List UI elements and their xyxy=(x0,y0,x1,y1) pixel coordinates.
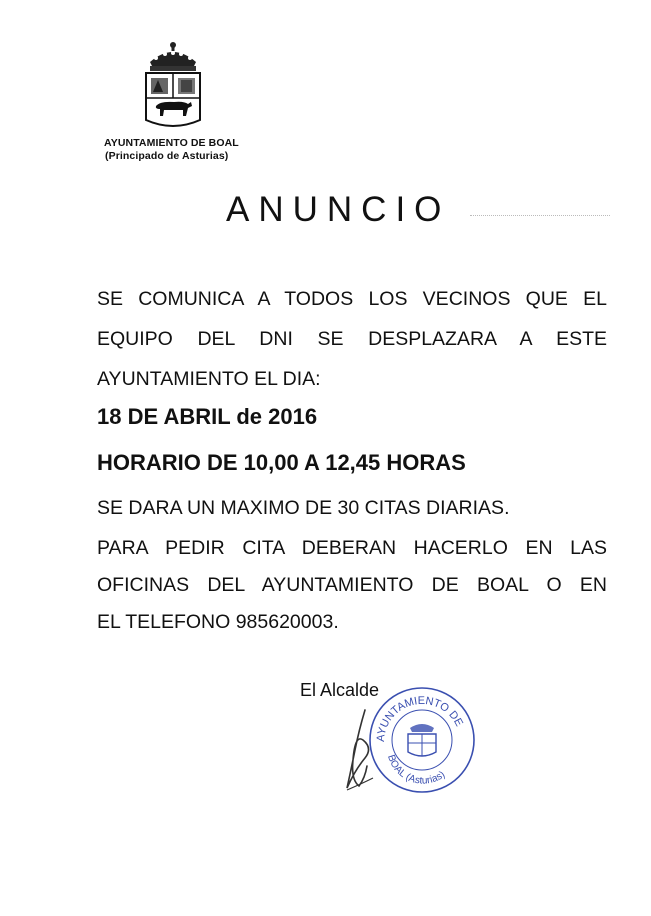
body-line-7: EL TELEFONO 985620003. xyxy=(97,611,339,633)
body-line-2: EQUIPO DEL DNI SE DESPLAZARA A ESTE xyxy=(97,328,607,350)
body-line-4: SE DARA UN MAXIMO DE 30 CITAS DIARIAS. xyxy=(97,497,510,519)
coat-of-arms-icon xyxy=(138,40,208,132)
visit-schedule: HORARIO DE 10,00 A 12,45 HORAS xyxy=(97,450,466,475)
body-line-5: PARA PEDIR CITA DEBERAN HACERLO EN LAS xyxy=(97,537,607,559)
body-line-6: OFICINAS DEL AYUNTAMIENTO DE BOAL O EN xyxy=(97,574,607,596)
handwritten-signature-icon xyxy=(325,700,415,795)
visit-date: 18 DE ABRIL de 2016 xyxy=(97,404,318,429)
organization-name: AYUNTAMIENTO DE BOAL xyxy=(104,137,239,149)
title-divider xyxy=(470,215,610,216)
stamp-bottom-text: BOAL (Asturias) xyxy=(384,753,448,787)
organization-header xyxy=(104,137,239,163)
organization-region: (Principado de Asturias) xyxy=(105,150,229,162)
page-title: ANUNCIO xyxy=(226,190,451,229)
stamp-top-text: AYUNTAMIENTO DE xyxy=(374,694,466,743)
signature-label: El Alcalde xyxy=(300,680,380,700)
body-line-1: SE COMUNICA A TODOS LOS VECINOS QUE EL xyxy=(97,288,607,310)
body-line-3: AYUNTAMIENTO EL DIA: xyxy=(97,368,321,390)
